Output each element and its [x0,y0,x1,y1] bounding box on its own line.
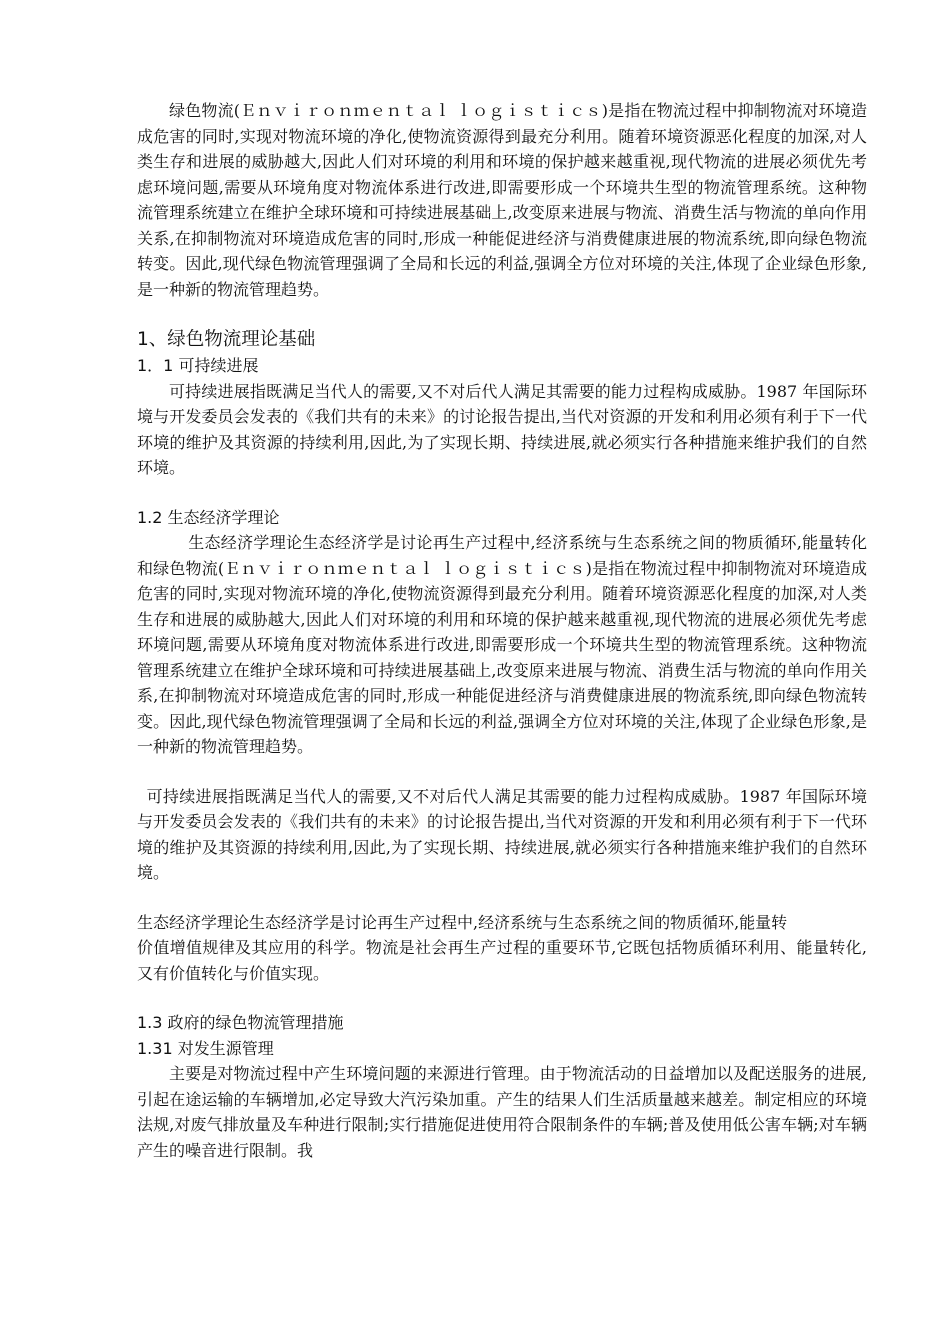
sustainable-paragraph-repeat: 可持续进展指既满足当代人的需要,又不对后代人满足其需要的能力过程构成威胁。1987 年国际环境与开发委员会发表的《我们共有的未来》的讨论报告提出,当代对资源的开发和利用必须有利于下一代环境的维护及其资源的持续利用,因此,为了实现长期、持续进展,就必须实行各种措施来维护我们的自然环境。 [137,786,867,882]
subsection-heading-source: 1.31 对发生源管理 [137,1038,274,1058]
eco-economics-fragment: 生态经济学理论生态经济学是讨论再生产过程中,经济系统与生态系统之间的物质循环,能量转 [137,912,788,932]
spacer [137,760,867,784]
intro-paragraph: 绿色物流(Ｅｎｖｉｒｏｎｍｅｎｔａｌ ｌｏｇｉｓｔｉｃｓ)是指在物流过程中抑制物流对环境造成危害的同时,实现对物流环境的净化,使物流资源得到最充分利用。随着环境资源恶化程度的加深,对人类生存和进展的威胁越大,因此人们对环境的利用和环境的保护越来越重视,现代物流的进展必须优先考虑环境问题,需要从环境角度对物流体系进行改进,即需要形成一个环境共生型的物流管理系统。这种物流管理系统建立在维护全球环境和可持续进展基础上,改变原来进展与物流、消费生活与物流的单向作用关系,在抑制物流对环境造成危害的同时,形成一种能促进经济与消费健康进展的物流系统,即向绿色物流转变。因此,现代绿色物流管理强调了全局和长远的利益,强调全方位对环境的关注,体现了企业绿色形象,是一种新的物流管理趋势。 [137,101,867,299]
source-management-paragraph: 主要是对物流过程中产生环境问题的来源进行管理。由于物流活动的日益增加以及配送服务的进展,引起在途运输的车辆增加,必定导致大汽污染加重。产生的结果人们生活质量越来越差。制定相应的环境法规,对废气排放量及车种进行限制;实行措施促进使用符合限制条件的车辆;普及使用低公害车辆;对车辆产生的噪音进行限制。我 [137,1064,867,1160]
spacer [137,302,867,326]
value-paragraph: 价值增值规律及其应用的科学。物流是社会再生产过程的重要环节,它既包括物质循环利用、能量转化,又有价值转化与价值实现。 [137,938,867,983]
section-heading: 1、绿色物流理论基础 [137,329,316,350]
spacer [137,481,867,505]
spacer [137,986,867,1010]
sustainable-paragraph: 可持续进展指既满足当代人的需要,又不对后代人满足其需要的能力过程构成威胁。1987 年国际环境与开发委员会发表的《我们共有的未来》的讨论报告提出,当代对资源的开发和利用必须有利于下一代环境的维护及其资源的持续利用,因此,为了实现长期、持续进展,就必须实行各种措施来维护我们的自然环境。 [137,381,867,477]
document-page [137,98,867,1163]
subsection-heading-eco-economics: 1.2 生态经济学理论 [137,507,280,527]
subsection-heading-sustainable: 1．1 可持续进展 [137,356,259,375]
eco-economics-paragraph: 生态经济学理论生态经济学是讨论再生产过程中,经济系统与生态系统之间的物质循环,能量转化和绿色物流(Ｅｎｖｉｒｏｎｍｅｎｔａｌ ｌｏｇｉｓｔｉｃｓ)是指在物流过程中抑制物流对环境造成危害的同时,实现对物流环境的净化,使物流资源得到最充分利用。随着环境资源恶化程度的加深,对人类生存和进展的威胁越大,因此人们对环境的利用和环境的保护越来越重视,现代物流的进展必须优先考虑环境问题,需要从环境角度对物流体系进行改进,即需要形成一个环境共生型的物流管理系统。这种物流管理系统建立在维护全球环境和可持续进展基础上,改变原来进展与物流、消费生活与物流的单向作用关系,在抑制物流对环境造成危害的同时,形成一种能促进经济与消费健康进展的物流系统,即向绿色物流转变。因此,现代绿色物流管理强调了全局和长远的利益,强调全方位对环境的关注,体现了企业绿色形象,是一种新的物流管理趋势。 [137,533,867,756]
subsection-heading-government: 1.3 政府的绿色物流管理措施 [137,1013,344,1032]
spacer [137,886,867,910]
